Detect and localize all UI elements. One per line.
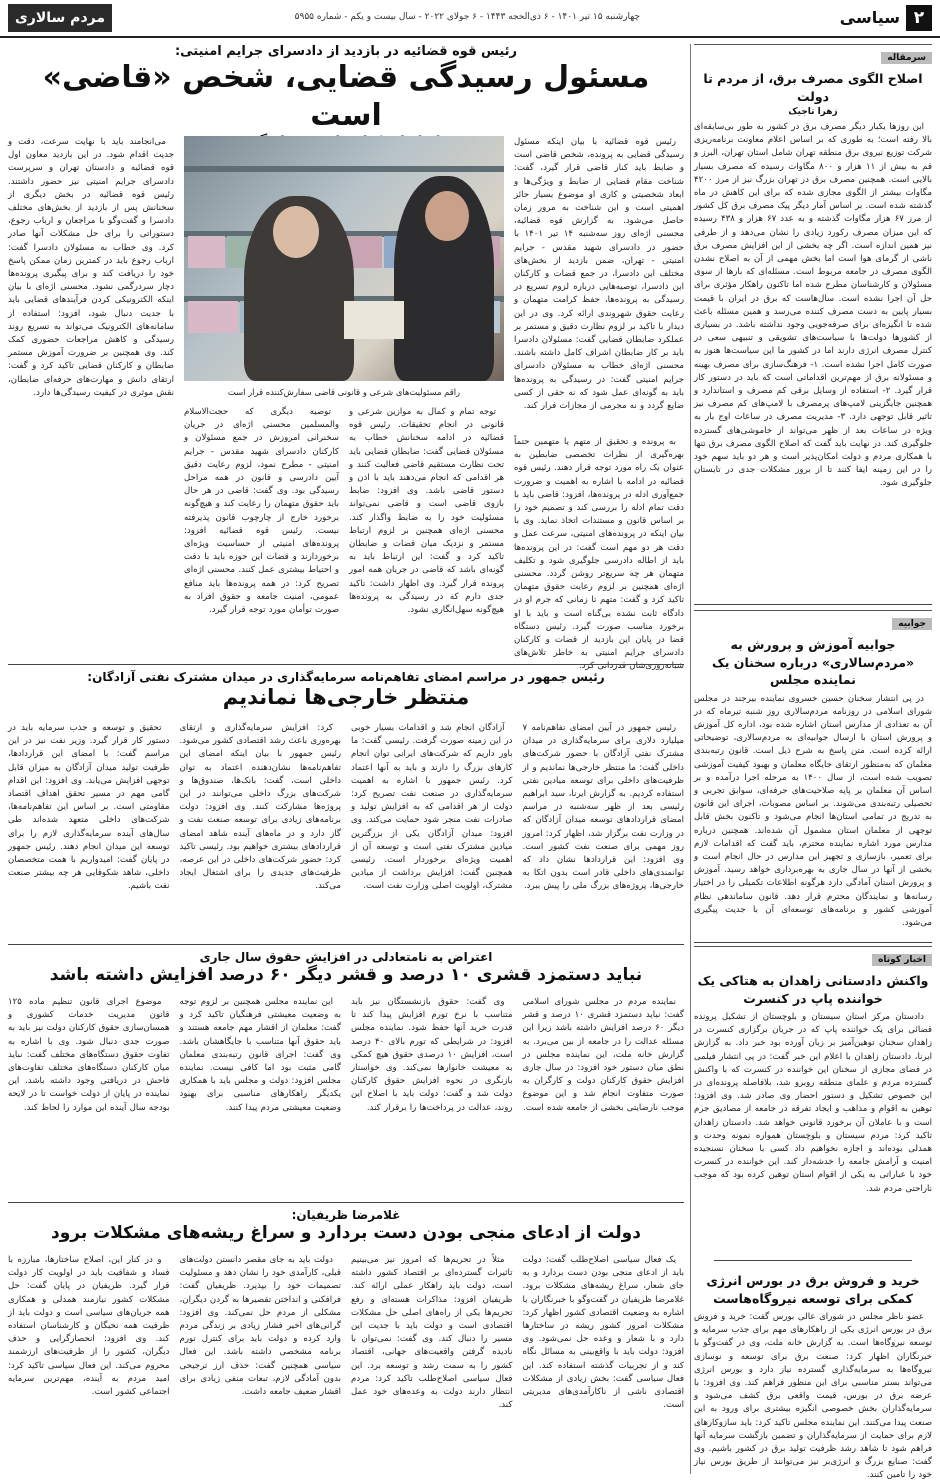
wages-column (523, 996, 685, 1188)
zarifian-paragraph: دولت باید به جای مقصر دانستن دولت‌های قبلی، کارآمدی خود را نشان دهد و مسئولیت تصمیمات خود را بپذیرد. ظریفیان گفت: فرافکنی و انداختن تقصیرها به گردن دیگران، مشکلی از مردم حل نمی‌کند. وی افزود: گرانی‌های اخیر فشار زیادی بر زندگی مردم وارد کرده و دولت باید برای کنترل تورم برنامه مشخصی داشته باشد. این فعال سیاسی همچنین گفت: حذف ارز ترجیحی بدون آمادگی لازم، تبعات منفی زیادی برای اقشار ضعیف جامعه داشت. (179, 1255, 341, 1398)
lead-paragraph: توصیه دیگری که حجت‌الاسلام والمسلمین محسنی اژه‌ای در جریان سخنرانی امروزش در جمع مسئولان و کارکنان دادسرای شهید مقدس - جرایم امنیتی - مطرح نمود، لزوم رعایت دقیق آیین دادرسی و قانون در همه مراحل رسیدگی بود. وی گفت: قاضی در هر حال باید حقوق متهمان را رعایت کند و هیچ‌گونه برخورد خارج از چارچوب قانون پذیرفته نیست. رئیس قوه قضائیه افزود: پرونده‌های امنیتی از حساسیت ویژه‌ای برخوردارند و قضات این حوزه باید با دقت و احتیاط بیشتری عمل کنند. محسنی اژه‌ای تصریح کرد: در همه پرونده‌ها باید منافع عمومی، امنیت جامعه و حقوق افراد به صورت توأمان مورد توجه قرار گیرد. (184, 407, 339, 616)
reply-paragraph: در پی انتشار سخنان حسین خسروی نماینده بیرجند در مجلس شورای اسلامی در روزنامه مردم‌سالاری روز شنبه تیرماه که در آن به تعدادی از مدارس استان اشاره شده بود، اداره کل آموزش و پرورش استان با ارسال جوابیه‌ای به مردم‌سالاری، توضیحاتی ارائه کرده است. متن پاسخ به شرح ذیل است. قانون رتبه‌بندی معلمان که به‌منظور ارتقای جایگاه معلمان و بهبود کیفیت آموزشی تصویب شده است، از سال ۱۴۰۰ به مرحله اجرا درآمده و بر اساس آن معلمان بر پایه صلاحیت‌های حرفه‌ای، سوابق تجربی و تحصیلی رتبه‌بندی می‌شوند. بر اساس مصوبات، اجرای این قانون به تدریج در تمامی استان‌ها انجام می‌شود و تاکنون بخش قابل توجهی از معلمان استان مشمول آن شده‌اند. همچنین درباره مدارس مورد اشاره نماینده محترم، باید گفت که اقدامات لازم برای تعمیر، بازسازی و تجهیز این مدارس در حال انجام است و بخشی از آنها در سال جاری به بهره‌برداری خواهد رسید. آموزش و پرورش استان آمادگی دارد هرگونه اطلاعات تکمیلی را در اختیار رسانه‌ها و نمایندگان محترم قرار دهد. قانون ساماندهی نظام آموزشی کشور و برنامه‌های توسعه‌ای آن با جدیت پیگیری می‌شود. (694, 693, 932, 928)
editorial-box (694, 44, 932, 599)
zarifian-headline[interactable]: دولت از ادعای منجی بودن دست بردارد و سراغ ریشه‌های مشکلات برود (51, 1223, 641, 1243)
news2-paragraph: عضو ناظر مجلس در شورای عالی بورس گفت: خرید و فروش برق در بورس انرژی یکی از راهکارهای مهم برای جذب سرمایه و توسعه نیروگاه‌ها است. به گزارش خانه ملت، وی در گفت‌وگو با خبرنگاران اظهار کرد: صنعت برق برای توسعه و نوسازی نیروگاه‌ها به سرمایه‌گذاری گسترده نیاز دارد و بورس انرژی می‌تواند بستر مناسبی برای این منظور فراهم کند. وی افزود: با عرضه برق در بورس، قیمت واقعی برق کشف می‌شود و سرمایه‌گذاران بخش خصوصی انگیزه بیشتری برای ورود به این صنعت پیدا می‌کنند. این نماینده مجلس تاکید کرد: باید سازوکارهای لازم برای حمایت از سرمایه‌گذاران و تضمین بازگشت سرمایه آنها فراهم شود تا شاهد رشد ظرفیت تولید برق در کشور باشیم. وی گفت: صنایع بزرگ و انرژی‌بر نیز می‌توانند از طریق بورس نیاز خود را تامین کنند. (694, 1312, 932, 1481)
divider (694, 942, 932, 943)
news1-title[interactable]: واکنش دادستانی زاهدان به هتاکی یک خواننده پاپ در کنسرت (697, 973, 929, 1006)
main-content (8, 44, 684, 1474)
reply-tag: جوابیه (892, 618, 932, 630)
lead-column (514, 436, 684, 672)
president-paragraph: رئیس جمهور در آیین امضای تفاهم‌نامه ۷ میلیارد دلاری برای سرمایه‌گذاری در میدان مشترک نفتی آزادگان با حضور شرکت‌های داخلی گفت: ما منتظر خارجی‌ها نماندیم و از ظرفیت‌های داخلی برای توسعه میادین نفتی استفاده کردیم. به گزارش ایرنا، سید ابراهیم رئیسی بعد از ظهر سه‌شنبه در مراسم امضای قراردادهای توسعه میدان آزادگان که در وزارت نفت برگزار شد، اظهار کرد: امروز روز مهمی برای صنعت نفت کشور است. وی افزود: این قراردادها نشان داد که توانمندی‌های داخلی قادر است بدون اتکا به خارجی‌ها، پروژه‌های بزرگ ملی را پیش ببرد. (522, 723, 684, 892)
document-paper (344, 301, 404, 339)
person-head (273, 206, 319, 258)
news2-title[interactable]: خرید و فروش برق در بورس انرژی کمکی برای توسعه نیروگاه‌هاست (706, 1273, 920, 1306)
wages-paragraph: موضوع اجرای قانون تنظیم ماده ۱۲۵ قانون مدیریت خدمات کشوری و همسان‌سازی حقوق کارکنان دولت نیز باید به صورت جدی دنبال شود. وی با اشاره به تفاوت حقوق دستگاه‌های مختلف گفت: نباید میان کارکنان دستگاه‌های مختلف تفاوت‌های فاحش در دریافتی وجود داشته باشد. این نماینده در پایان از دولت خواست تا در لایحه بودجه سال آینده این موارد را لحاظ کند. (8, 997, 170, 1113)
lead-column (184, 406, 339, 651)
reply-box (694, 610, 932, 940)
president-column (351, 722, 513, 934)
wages-paragraph: نماینده مردم در مجلس شورای اسلامی گفت: نباید دستمزد قشری ۱۰ درصد و قشر دیگر ۶۰ درصد افزایش داشته باشد زیرا این مسئله عدالت را در جامعه از بین می‌برد. به گزارش خانه ملت، این نماینده مجلس در نطق میان دستور خود افزود: در سال جاری افزایش حقوق کارکنان دولت و کارگران به صورت متفاوت انجام شد و این موضوع موجب نارضایتی بخشی از جامعه شده است. (522, 997, 684, 1113)
photo-caption: راقم مسئولیت‌های شرعی و قانونی قاضی سفارش‌کننده قرار است (227, 387, 461, 397)
president-column (523, 722, 685, 934)
short-news-tag: اخبار کوتاه (872, 954, 932, 966)
lead-column (514, 136, 684, 436)
column-separator (690, 44, 691, 1474)
wages-column (180, 996, 342, 1188)
president-paragraph: تحقیق و توسعه و جذب سرمایه باید در دستور کار قرار گیرد. وزیر نفت نیز در این مراسم گفت: با امضای این قراردادها، ظرفیت تولید میدان آزادگان به میزان قابل توجهی افزایش می‌یابد. وی افزود: این اقدام گامی مهم در مسیر تحقق اهداف اقتصاد مقاومتی است. بر اساس این تفاهم‌نامه‌ها، شرکت‌های داخلی متعهد شده‌اند طی سال‌های آینده سرمایه‌گذاری لازم را برای توسعه این میدان انجام دهند. رئیس جمهور در پایان گفت: امیدواریم با همت متخصصان داخلی، شاهد شکوفایی هر چه بیشتر صنعت نفت باشیم. (8, 723, 170, 892)
editorial-author: زهرا تاجیک (788, 107, 838, 117)
newspaper-logo[interactable]: مردم سالاری (8, 4, 112, 32)
lead-paragraph: می‌انجامند باید با نهایت سرعت، دقت و جدیت اقدام شود. در این بازدید معاون اول قوه قضائیه و دادستان تهران و سرپرست دادسرای جرایم امنیتی نیز حضور داشتند. رئیس قوه قضائیه در بخش دیگری از سخنانش پس از بازدید از بخش‌های مختلف دادسرا و گفت‌وگو با مراجعان و ارباب رجوع، دستوراتی را برای حل مشکلات آنها صادر کرد. وی خطاب به مسئولان دادسرا گفت: ارباب رجوع باید در کمترین زمان ممکن پاسخ خود را دریافت کند و برای پیگیری پرونده‌ها دچار سردرگمی نشود. محسنی اژه‌ای با بیان اینکه الکترونیکی کردن فرآیندهای قضایی باید با جدیت دنبال شود، افزود: استفاده از سامانه‌های الکترونیک می‌تواند به تسریع روند رسیدگی و کاهش مراجعات حضوری کمک کند. وی همچنین بر ضرورت آموزش مستمر ضابطان و کارکنان قضایی تاکید کرد و گفت: ارتقای دانش و مهارت‌های حرفه‌ای ضابطان، نقش موثری در کیفیت رسیدگی‌ها دارد. (8, 137, 174, 398)
wages-paragraph: این نماینده مجلس همچنین بر لزوم توجه به وضعیت معیشتی فرهنگیان تاکید کرد و گفت: معلمان از اقشار مهم جامعه هستند و باید حقوق آنها متناسب با جایگاهشان باشد. وی گفت: اجرای قانون رتبه‌بندی معلمان گامی مثبت بود اما کافی نیست. نماینده مجلس افزود: دولت و مجلس باید با همکاری یکدیگر راهکارهای مناسبی برای بهبود وضعیت معیشتی مردم پیدا کنند. (179, 997, 341, 1113)
dateline: چهارشنبه ۱۵ تیر ۱۴۰۱ - ۶ ذی‌الحجه ۱۴۴۳ - ۶ جولای ۲۰۲۲ - سال بیست و یکم - شماره ۵۹۵۵ (294, 12, 640, 22)
masthead (0, 0, 940, 38)
editorial-paragraph: این روزها یکبار دیگر مصرف برق در کشور به طور بی‌سابقه‌ای بالا رفته است؛ به طوری که بر اساس اعلام معاونت برنامه‌ریزی شرکت توزیع نیروی برق منطقه تهران شامل استان تهران، البرز و قم به بیش از ۱۱ هزار و ۸۰۰ مگاوات رسیده که مصرف بسیار بالایی است. همچنین مصرف برق در تهران بزرگ نیز از مرز ۴۲۰۰ مگاوات بیشتر از الگوی مجازی شده که برای این کاهش در ماه گذشته شده است. بر اساس آمار دیگر پیک مصرف برق کل کشور از مرز ۶۷ هزار مگاوات گذشته و به عدد ۶۷ هزار و ۴۳۸ رسیده که این میزان مصرف رکورد زیادی را نشان می‌دهد و از طرفی نیز همین اندازه است. اگر چه بخشی از این افزایش مصرف برق ناشی از گرمای هوا است اما بخش مهمی از آن به اصلاح نشدن الگوی مصرف در جامعه مربوط است. مسئله‌ای که بارها از سوی مسئولان و کارشناسان مطرح شده اما تاکنون راهکار مؤثری برای حل آن اجرا نشده است. سال‌هاست که برق در ایران با قیمت بسیار پایین به دست مصرف کننده می‌رسد و همین مسئله باعث شده تا انگیزه‌ای برای صرفه‌جویی وجود نداشته باشد. در بسیاری از کشورها دولت‌ها با سیاست‌های تشویقی و تنبیهی سعی در کنترل مصرف انرژی دارند اما در کشور ما این سیاست‌ها هنوز به صورت کامل اجرا نشده است. ۱- فرهنگ‌سازی برای مصرف بهینه و مسئولانه برق از مهم‌ترین اقداماتی است که باید در دستور کار قرار گیرد. ۲- استفاده از وسایل برقی کم مصرف و استاندارد و همچنین جایگزینی لامپ‌های پرمصرف با لامپ‌های کم مصرف نیز تاثیر قابل توجهی دارد. ۳- مدیریت مصرف در ساعات اوج بار به ویژه در ساعات بعد از ظهر می‌تواند از خاموشی‌های گسترده جلوگیری کند. در نهایت باید گفت که اصلاح الگوی مصرف برق تنها با همکاری مردم و دولت امکان‌پذیر است و هر دو باید سهم خود را در این زمینه ایفا کنند تا از بروز مشکلات جدی در تابستان جلوگیری شود. (694, 122, 932, 489)
news1-body (694, 1011, 932, 1246)
binder (188, 236, 225, 268)
lead-paragraph: به پرونده و تحقیق از متهم یا متهمین حتماً بهره‌گیری از نظرات تخصصی ضابطین به عنوان یک راه مورد توجه قرار دهند. رئیس قوه قضائیه در ادامه با اشاره به اهمیت و ضرورت جمع‌آوری ادله در پرونده‌ها، افزود: قاضی باید با دقت تمام ادله را بررسی کند و تصمیم خود را بر اساس قانون و مستندات اتخاذ نماید. وی با بیان اینکه در پرونده‌های امنیتی، سرعت عمل و دقت هر دو مهم است گفت: در این پرونده‌ها باید از اطاله دادرسی جلوگیری شود و تکلیف متهمان هر چه سریع‌تر روشن گردد. محسنی اژه‌ای همچنین بر لزوم رعایت حقوق متهمان تاکید کرد و گفت: متهم تا زمانی که جرم او در دادگاه ثابت نشده بی‌گناه است و باید با او برخورد مناسب صورت گیرد. رئیس دستگاه قضا در پایان این بازدید از قضات و کارکنان دادسرای جرایم امنیتی به خاطر تلاش‌های شبانه‌روزی‌شان قدردانی کرد. (514, 437, 684, 672)
editorial-header (694, 44, 932, 64)
editorial-body (694, 121, 932, 601)
lead-story (8, 44, 684, 672)
wages-paragraph: وی گفت: حقوق بازنشستگان نیز باید متناسب با نرخ تورم افزایش پیدا کند تا قدرت خرید آنها حفظ شود. نماینده مجلس افزود: در شرایطی که تورم بالای ۴۰ درصد است، افزایش ۱۰ درصدی حقوق هیچ کمکی به معیشت خانوارها نمی‌کند. وی خواستار بازنگری در نحوه افزایش حقوق کارکنان دولت شد و گفت: دولت باید با اصلاح این روند، عدالت در پرداخت‌ها را برقرار کند. (351, 997, 513, 1113)
lead-photo[interactable] (184, 136, 504, 381)
lead-headline[interactable]: مسئول رسیدگی قضایی، شخص «قاضی» است (42, 60, 650, 133)
news2-body (694, 1311, 932, 1481)
president-columns (8, 722, 684, 934)
binder (188, 301, 238, 333)
wages-headline[interactable]: نباید دستمزد قشری ۱۰ درصد و قشر دیگر ۶۰ درصد افزایش داشته باشد (49, 965, 643, 985)
short-news-header (694, 946, 932, 966)
president-column (8, 722, 170, 934)
president-headline[interactable]: منتظر خارجی‌ها نماندیم (222, 685, 470, 709)
page-number-badge: ۲ (906, 5, 932, 31)
zarifian-story (8, 1208, 684, 1470)
divider (714, 1260, 912, 1261)
zarifian-paragraph: و در کنار این، اصلاح ساختارها، مبارزه با فساد و شفافیت باید در اولویت کار دولت قرار گیرد. ظریفیان در پایان گفت: حل مشکلات کشور نیازمند همدلی و همکاری همه جریان‌های سیاسی است و دولت باید از ظرفیت همه نخبگان و کارشناسان استفاده کند. وی افزود: انحصارگرایی و حذف دیگران، کشور را از ظرفیت‌های ارزشمند محروم می‌کند. این فعال سیاسی تاکید کرد: امید مردم به آینده، مهم‌ترین سرمایه اجتماعی کشور است. (8, 1255, 170, 1398)
zarifian-column (351, 1254, 513, 1466)
divider (8, 1202, 684, 1203)
divider (8, 944, 684, 945)
short-news-box (694, 946, 932, 1246)
editorial-title[interactable]: اصلاح الگوی مصرف برق، از مردم تا دولت (703, 71, 923, 104)
person-head (425, 191, 469, 241)
president-paragraph: آزادگان انجام شد و اقدامات بسیار خوبی در این زمینه صورت گرفت. رئیسی گفت: ما باور داریم که شرکت‌های ایرانی توان انجام کارهای بزرگ را دارند و باید به آنها اعتماد کرد. رئیس جمهور با اشاره به اهمیت سرمایه‌گذاری در صنعت نفت تصریح کرد: دولت از هر اقدامی که به افزایش تولید و صادرات نفت منجر شود حمایت می‌کند. وی افزود: میدان آزادگان یکی از بزرگترین میادین مشترک نفتی است و توسعه آن از اهمیت ویژه‌ای برخوردار است. رئیسی همچنین گفت: افزایش برداشت از میادین مشترک، اولویت اصلی وزارت نفت است. (351, 723, 513, 892)
sidebar (694, 44, 932, 1481)
reply-body (694, 693, 932, 955)
president-story (8, 670, 684, 940)
zarifian-column (180, 1254, 342, 1466)
editorial-tag: سرمقاله (881, 52, 932, 64)
section-title: سیاسی (839, 8, 900, 27)
zarifian-columns (8, 1254, 684, 1466)
president-paragraph: کرد: افزایش سرمایه‌گذاری و ارتقای بهره‌وری باعث رشد اقتصادی کشور می‌شود. رئیس جمهور با بیان اینکه امضای این تفاهم‌نامه‌ها نشان‌دهنده اعتماد به توان داخلی است، گفت: بانک‌ها، صندوق‌ها و شرکت‌های بزرگ داخلی می‌توانند در این پروژه‌ها مشارکت کنند. وی افزود: دولت برنامه‌های زیادی برای توسعه صنعت نفت و گاز دارد و در ماه‌های آینده شاهد امضای قراردادهای بیشتری خواهیم بود. رئیسی تاکید کرد: حضور شرکت‌های داخلی در این عرصه، ظرفیت‌های جدیدی را برای اشتغال ایجاد می‌کند. (179, 723, 341, 892)
lead-paragraph: رئیس قوه قضائیه با بیان اینکه مسئول رسیدگی قضایی به پرونده، شخص قاضی است و ضابط باید کنار قاضی قرار گیرد، گفت: شناخت مقام قضایی از ضابط و ویژگی‌ها و ابعاد شخصیتی و کاری او موضوع بسیار حائز اهمیتی است و این شناخت به مرور زمان حاصل می‌شود. به گزارش قوه قضائیه، محسنی اژه‌ای روز سه‌شنبه ۱۴ تیر ۱۴۰۱ با حضور در دادسرای شهید مقدس - جرایم امنیتی - تهران، ضمن بازدید از بخش‌های مختلف این دادسرا، در جمع قضات و کارکنان این دادسرا، توصیه‌هایی درباره لزوم تسریع در رسیدگی به پرونده‌ها، حفظ کرامت متهمان و رعایت حقوق شهروندی ارائه کرد. وی در این دیدار با تاکید بر لزوم نظارت دقیق و مستمر بر عملکرد ضابطان قضایی گفت: مسئولان دادسرا باید بر کار ضابطان اشراف کامل داشته باشند. محسنی اژه‌ای خطاب به مسئولان دادسرای جرایم امنیتی گفت: در رسیدگی به پرونده‌ها باید به گونه‌ای عمل شود که نه حقی از کسی ضایع گردد و نه مجرمی از مجازات فرار کند. (514, 137, 684, 412)
wages-column (8, 996, 170, 1188)
news2-box (694, 1266, 932, 1481)
president-column (180, 722, 342, 934)
news1-paragraph: دادستان مرکز استان سیستان و بلوچستان از تشکیل پرونده قضائی برای یک خواننده پاپ که در جریان برگزاری کنسرت در زاهدان سخنان توهین‌آمیز بر زبان آورده بود خبر داد. به گزارش ایرنا، دادستان زاهدان با اعلام این خبر گفت: در پی انتشار فیلمی در فضای مجازی از سخنان این خواننده در کنسرت که با واکنش گسترده مردم و علمای منطقه روبرو شد، بلافاصله پرونده‌ای در این خصوص تشکیل و دستور احضار وی صادر شد. وی افزود: توهین به اقوام و مذاهب و ایجاد تفرقه در جامعه از مصادیق جرم است و با عاملان آن برخورد قانونی خواهد شد. دادستان زاهدان تاکید کرد: مردم سیستان و بلوچستان همواره نمونه وحدت و همدلی بوده‌اند و اجازه نخواهیم داد کسی با سخنان نسنجیده امنیت و آرامش جامعه را خدشه‌دار کند. این خواننده در کنسرت خود با عباراتی به یکی از اقوام استان توهین کرده بود که موجب ناراحتی مردم شد. (694, 1012, 932, 1194)
lead-kicker: رئیس قوه قضائیه در بازدید از دادسرای جرایم امنیتی: (174, 44, 518, 59)
president-kicker: رئیس جمهور در مراسم امضای تفاهم‌نامه سرمایه‌گذاری در میدان مشترک نفتی آزادگان: (87, 670, 605, 684)
lead-paragraph: توجه تمام و کمال به موازین شرعی و قانونی در انجام تحقیقات. رئیس قوه قضائیه در ادامه سخنانش خطاب به مسئولان قضایی گفت: ضابطان قضایی باید تحت نظارت مستقیم قاضی فعالیت کنند و هر اقدامی که انجام می‌دهند باید با اذن و دستور قاضی باشد. وی افزود: ضابط بازوی قاضی است و قاضی نمی‌تواند مسئولیت خود را به ضابط واگذار کند. محسنی اژه‌ای همچنین بر لزوم ارتباط مستمر و نزدیک میان قضات و ضابطان تاکید کرد و گفت: این ارتباط باید به گونه‌ای باشد که قاضی در جریان همه امور پرونده قرار گیرد. وی اظهار داشت: تاکید جدی دارم که در رسیدگی به پرونده‌ها هیچ‌گونه سهل‌انگاری نشود. (349, 407, 504, 616)
zarifian-paragraph: یک فعال سیاسی اصلاح‌طلب گفت: دولت باید از ادعای منجی بودن دست بردارد و به جای شعار، سراغ ریشه‌های مشکلات برود. غلامرضا ظریفیان در گفت‌وگو با خبرنگاران با اشاره به وضعیت اقتصادی کشور اظهار کرد: مشکلات امروز کشور ریشه در ساختارها دارد و با شعار و وعده حل نمی‌شود. وی افزود: دولت باید با واقع‌بینی به مسائل نگاه کند و از تجربیات گذشته استفاده کند. این فعال سیاسی گفت: بخش زیادی از مشکلات اقتصادی ناشی از ناکارآمدی‌های مدیریتی است. (522, 1255, 684, 1411)
divider (694, 604, 932, 605)
zarifian-kicker: غلامرضا ظریفیان: (291, 1208, 401, 1222)
zarifian-column (8, 1254, 170, 1466)
lead-column (8, 136, 174, 651)
divider (8, 664, 684, 665)
wages-columns (8, 996, 684, 1188)
reply-title[interactable]: جوابیه آموزش و پرورش به «مردم‌سالاری» درباره سخنان یک نماینده مجلس (711, 637, 915, 687)
wages-story (8, 950, 684, 1195)
wages-column (351, 996, 513, 1188)
zarifian-column (523, 1254, 685, 1466)
lead-column (349, 406, 504, 651)
shelf (184, 166, 504, 172)
zarifian-paragraph: مثلاً در تحریم‌ها که امروز نیز می‌بینیم تاثیرات گسترده‌ای بر اقتصاد کشور داشته است، دولت باید راهکار عملی ارائه کند. ظریفیان افزود: مذاکرات هسته‌ای و رفع تحریم‌ها یکی از راه‌های اصلی حل مشکلات اقتصادی است و دولت باید با جدیت این مسیر را دنبال کند. وی گفت: نمی‌توان با نادیده گرفتن واقعیت‌های جهانی، اقتصاد کشور را به سمت رشد و توسعه برد. این فعال سیاسی اصلاح‌طلب تاکید کرد: مردم انتظار دارند دولت به وعده‌های خود عمل کند. (351, 1255, 513, 1411)
wages-kicker: اعتراض به نامتعادلی در افزایش حقوق سال جاری (199, 950, 493, 964)
reply-header (694, 610, 932, 630)
